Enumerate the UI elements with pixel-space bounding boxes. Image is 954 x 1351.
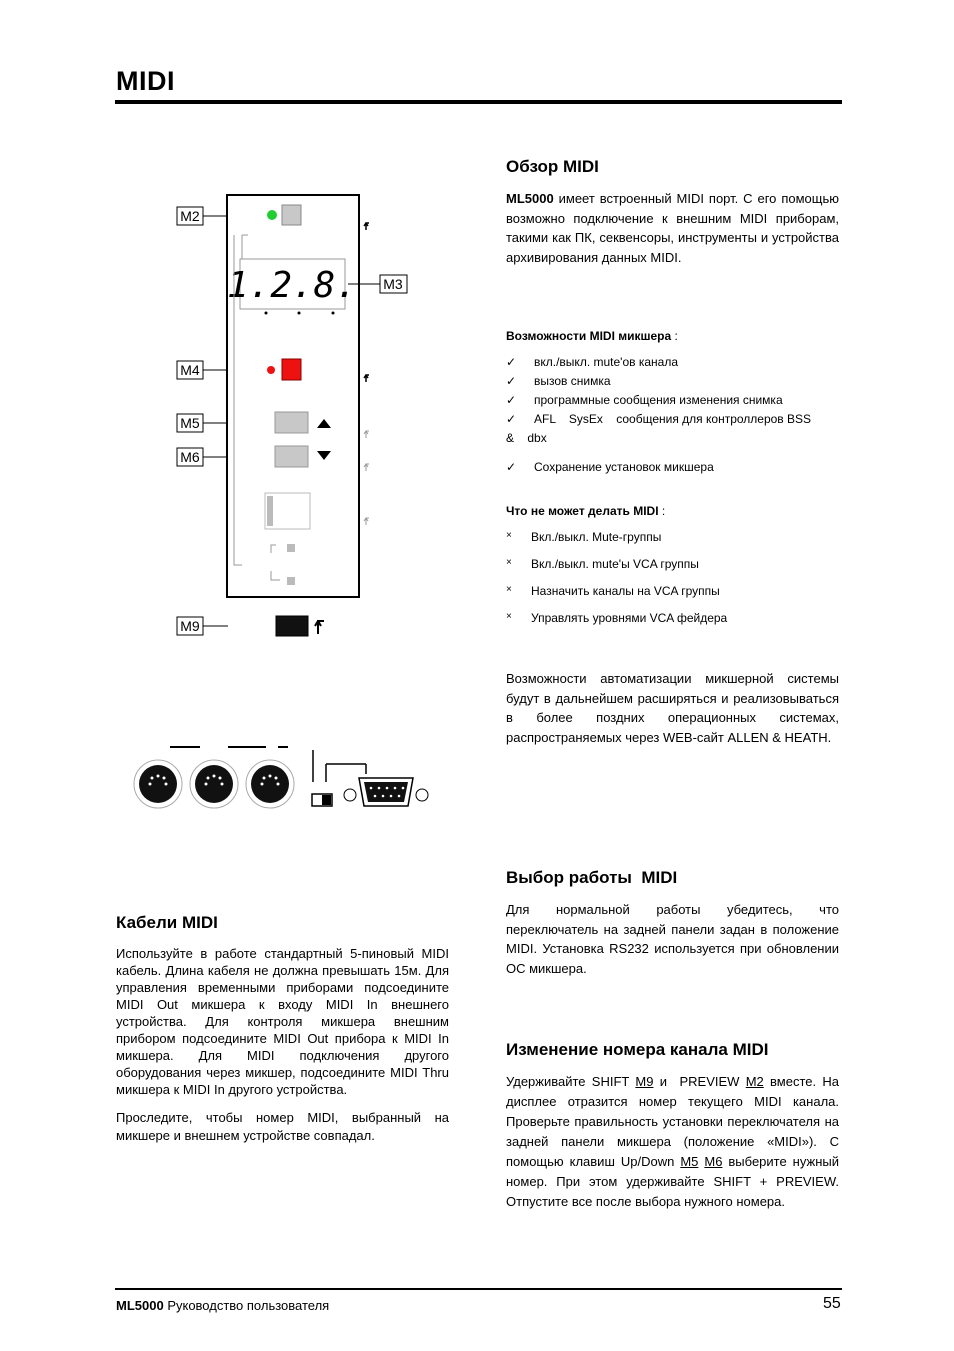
overview-heading: Обзор MIDI [506, 157, 599, 176]
svg-text:1.2.8.: 1.2.8. [226, 265, 358, 306]
feature-continuation: & dbx [506, 431, 547, 445]
midi-thru-port [246, 760, 294, 808]
down-button[interactable] [275, 446, 308, 467]
up-button[interactable] [275, 412, 308, 433]
midi-in-port [134, 760, 182, 808]
label-m4 [177, 361, 227, 379]
cables-section [116, 913, 449, 1144]
red-button[interactable] [282, 359, 301, 380]
svg-text:M2: M2 [180, 208, 200, 224]
overview-text: ML5000 имеет встроенный MIDI порт. С его помощью возможно подключение к внешним MIDI приборам, такими как ПК, секвенсоры, инструменты и устройства архивирования данных MIDI. [506, 191, 839, 265]
svg-text:M4: M4 [180, 362, 200, 378]
shift-arrow-icon [364, 223, 369, 230]
cables-note: Проследите, чтобы номер MIDI, выбранный на микшере и внешнем устройстве совпадал. [116, 1110, 449, 1143]
footer-text: ML5000 Руководство пользователя [116, 1298, 330, 1313]
svg-text:M6: M6 [180, 449, 200, 465]
shift-arrow-icon [364, 518, 369, 525]
feature-item: ✓ вкл./выкл. mute'ов канала [506, 355, 678, 369]
channel-section [506, 1040, 843, 1212]
svg-text:M3: M3 [383, 276, 403, 292]
down-arrow-icon [317, 451, 331, 460]
shift-arrow-icon [364, 375, 369, 382]
mixer-panel-diagram [170, 185, 420, 645]
midi-rs232-switch [312, 794, 332, 806]
limitations-heading: Что не может делать MIDI : [506, 504, 666, 518]
select-section [506, 868, 839, 978]
svg-text:M5: M5 [180, 415, 200, 431]
future-text: Возможности автоматизации микшерной системы будут в дальнейшем расширяться и реализовываться в более поздних операционных системах, распространяемых через WEB-сайт ALLEN & HEATH. [506, 671, 839, 745]
overview-section [506, 157, 839, 267]
channel-heading: Изменение номера канала MIDI [506, 1040, 769, 1059]
label-m2 [177, 207, 227, 225]
features-heading: Возможности MIDI микшера : [506, 329, 678, 343]
rs232-port [344, 778, 428, 806]
limitation-item: × Вкл./выкл. mute'ы VCA группы [506, 557, 699, 571]
shift-button[interactable] [276, 616, 308, 636]
header-rule [115, 100, 842, 104]
page-title: MIDI [116, 66, 175, 96]
svg-text:M9: M9 [180, 618, 200, 634]
shift-arrow-icon [364, 431, 369, 438]
limitation-item: × Управлять уровнями VCA фейдера [506, 611, 728, 625]
cables-heading: Кабели MIDI [116, 913, 218, 932]
feature-item: ✓ AFL SysEx сообщения для контроллеров BSS [506, 412, 812, 426]
feature-item: ✓ Сохранение установок микшера [506, 460, 714, 474]
page-number: 55 [823, 1295, 841, 1312]
preview-button[interactable] [282, 205, 301, 225]
label-m5 [177, 414, 227, 432]
select-heading: Выбор работы MIDI [506, 868, 678, 887]
feature-item: ✓ вызов снимка [506, 374, 611, 388]
shift-arrow-icon [364, 464, 369, 471]
up-arrow-icon [317, 419, 331, 428]
green-led [267, 210, 277, 220]
limitation-item: × Вкл./выкл. Mute-группы [506, 530, 662, 544]
midi-out-port [190, 760, 238, 808]
red-led [267, 366, 275, 374]
rear-panel-connectors [128, 742, 438, 814]
limitation-item: × Назначить каналы на VCA группы [506, 584, 720, 598]
features-section [506, 327, 839, 479]
limitations-section [506, 502, 839, 638]
label-m6 [177, 448, 227, 466]
channel-text: Удерживайте SHIFT M9 и PREVIEW M2 вместе. На дисплее отразится номер текущего MIDI канала. Проверьте правильность установки переключателя на задней панели микшера (положение «MIDI»). С помощью клавиш Up/Down M5 M6 выберите нужный номер. При этом удерживайте SHIFT + PREVIEW. Отпустите все после выбора нужного номера. [506, 1074, 843, 1209]
label-m9 [177, 617, 228, 635]
cables-text: Используйте в работе стандартный 5-пиновый MIDI кабель. Длина кабеля не должна превышать 15м. Для управления временными приборами подсоедините MIDI Out микшера к входу MIDI In внешнего устройства. Для контроля микшера внешним прибором подсоедините MIDI Out прибора к MIDI In микшера. Для MIDI подключения другого оборудования через микшер, подсоедините MIDI Thru микшера к MIDI In другого устройства. [116, 946, 449, 1097]
shift-arrow-icon [315, 621, 324, 634]
select-text: Для нормальной работы убедитесь, что переключатель на задней панели задан в положение MIDI. Установка RS232 используется при обновлении ОС микшера. [506, 902, 839, 976]
footer-rule [115, 1288, 842, 1290]
feature-item: ✓ программные сообщения изменения снимка [506, 393, 783, 407]
